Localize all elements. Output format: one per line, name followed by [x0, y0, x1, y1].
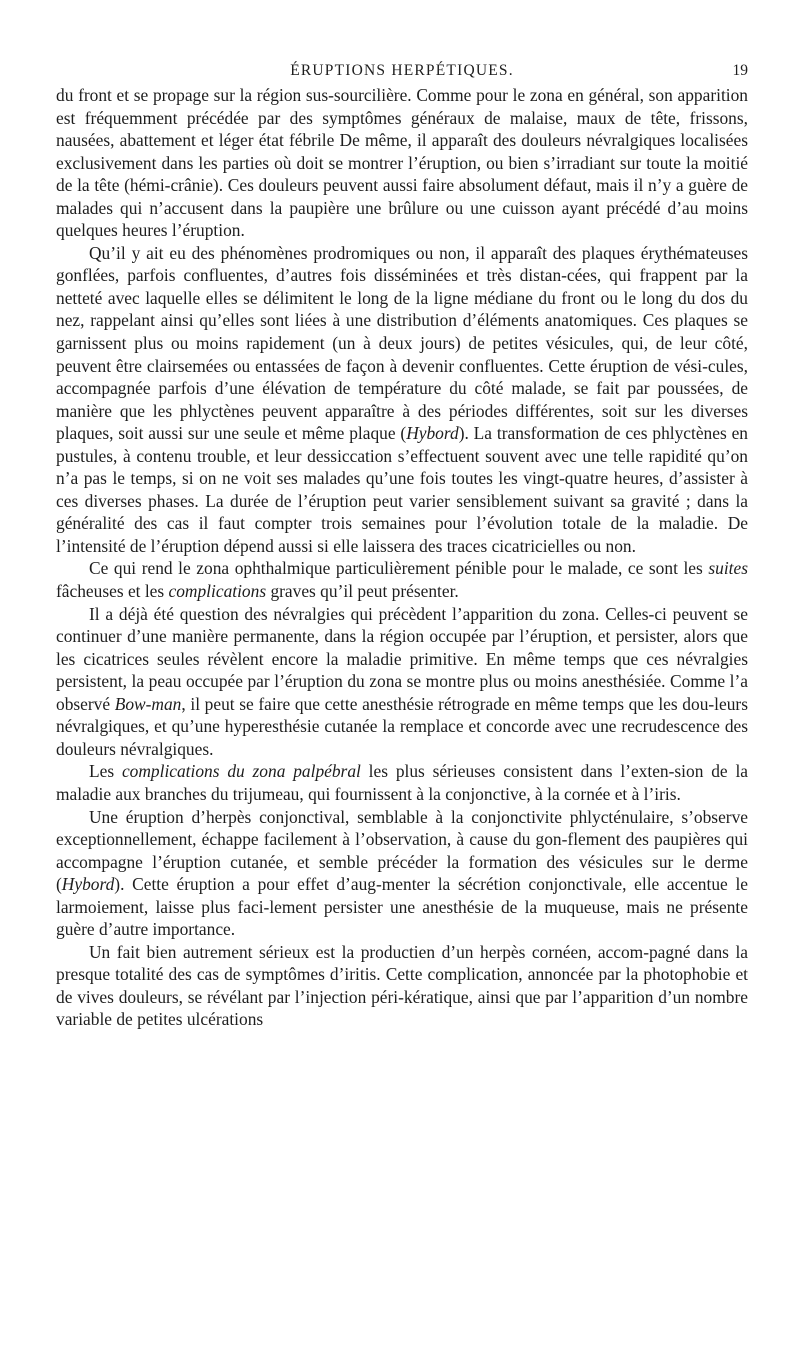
paragraph-text: Les: [89, 761, 122, 782]
paragraph-2: [56, 242, 748, 558]
emphasis-suites: suites: [708, 558, 748, 579]
paragraph-text: Qu’il y ait eu des phénomènes prodromiques ou non, il apparaît des plaques érythémateuses gonflées, parfois confluentes, d’autres fois disséminées et très distan-cées, qui frappent par la netteté avec laquelle elles se délimitent le long de la ligne médiane du front ou le long du dos du nez, rappelant ainsi qu’elles sont liées à une distribution d’éléments anatomiques. Ces plaques se garnissent plus ou moins rapidement (un à deux jours) de petites vésicules, qui, de leur côté, peuvent être clairsemées ou entassées de façon à devenir confluentes. Cette éruption de vési-cules, accompagnée parfois d’une élévation de température du côté malade, se fait par poussées, de manière que les phlyctènes peuvent apparaître à des périodes différentes, soit sur les diverses plaques, soit aussi sur une seule et même plaque (: [56, 242, 748, 444]
paragraph-text: ). Cette éruption a pour effet d’aug-menter la sécrétion conjonctivale, elle accentue le larmoiement, laisse plus faci-lement persister une anesthésie de la muqueuse, mais ne présente guère d’autre importance.: [56, 874, 748, 940]
page-header: [56, 54, 748, 84]
paragraph-text: Il a déjà été question des névralgies qui précèdent l’apparition du zona. Celles-ci peuvent se continuer d’une manière permanente, dans la région occupée par l’éruption, et persister, alors que les cicatrices seules révèlent encore la maladie primitive. En même temps que ces névralgies persistent, la peau occupée par l’éruption du zona se montre plus ou moins anesthésiée. Comme l’a observé: [56, 603, 748, 714]
paragraph-text: , il peut se faire que cette anesthésie rétrograde en même temps que les dou-leurs névralgiques, et qu’une hyperesthésie cutanée la remplace et concorde avec une recrudescence des douleurs névralgiques.: [56, 693, 748, 759]
paragraph-text: fâcheuses et les: [56, 581, 169, 602]
paragraph-text: graves qu’il peut présenter.: [266, 581, 459, 602]
paragraph-5: [56, 760, 748, 805]
citation-author: Hybord: [406, 423, 459, 444]
paragraph-3: [56, 557, 748, 602]
paragraph-text: Un fait bien autrement sérieux est la productien d’un herpès cornéen, accom-pagné dans la presque totalité des cas de symptômes d’iritis. Cette complication, annoncée par la photophobie et de vives douleurs, se révélant par l’injection péri-kératique, ainsi que par l’apparition d’un nombre variable de petites ulcérations: [56, 941, 748, 1030]
running-title: ÉRUPTIONS HERPÉTIQUES.: [290, 62, 514, 79]
body-text: [56, 84, 748, 1031]
paragraph-text: Une éruption d’herpès conjonctival, semblable à la conjonctivite phlycténulaire, s’observe exceptionnellement, échappe facilement à l’observation, à cause du gon-flement des paupières qui accompagne l’éruption cutanée, et semble précéder la formation des vésicules sur le derme (: [56, 806, 748, 895]
paragraph-text: du front et se propage sur la région sus-sourcilière. Comme pour le zona en général, son apparition est fréquemment précédée par des symptômes généraux de malaise, maux de tête, frissons, nausées, abattement et léger état fébrile De même, il apparaît des douleurs névralgiques localisées exclusivement dans les parties où doit se montrer l’éruption, ou bien s’irradiant sur toute la moitié de la tête (hémi-crânie). Ces douleurs peuvent aussi faire absolument défaut, mais il n’y a guère de malades qui n’accusent dans la paupière une brûlure ou une cuisson ayant précédé d’au moins quelques heures l’éruption.: [56, 85, 748, 241]
paragraph-text: les plus sérieuses consistent dans l’exten-sion de la maladie aux branches du trijumeau, qui fournissent à la conjonctive, à la cornée et à l’iris.: [56, 761, 748, 804]
citation-author: Hybord: [61, 874, 115, 895]
page-number: 19: [732, 62, 748, 79]
emphasis-complications-zona: complications du zona palpébral: [121, 761, 361, 782]
citation-author: Bow-man: [114, 693, 182, 714]
paragraph-text: Ce qui rend le zona ophthalmique particulièrement pénible pour le malade, ce sont les: [89, 558, 709, 579]
paragraph-7: [56, 941, 748, 1031]
paragraph-4: [56, 603, 748, 761]
emphasis-complications: complications: [168, 581, 267, 602]
paragraph-text: ). La transformation de ces phlyctènes en pustules, à contenu trouble, et leur dessiccation s’effectuent souvent avec une telle rapidité qu’on n’a pas le temps, si on ne voit ses malades qu’une fois toutes les vingt-quatre heures, d’assister à ces diverses phases. La durée de l’éruption peut varier sensiblement suivant sa gravité ; dans la généralité des cas il faut compter trois semaines pour l’évolution totale de la maladie. De l’intensité de l’éruption dépend aussi si elle laissera des traces cicatricielles ou non.: [56, 423, 748, 556]
book-page: [56, 54, 748, 1031]
paragraph-1: [56, 84, 748, 242]
paragraph-6: [56, 806, 748, 941]
